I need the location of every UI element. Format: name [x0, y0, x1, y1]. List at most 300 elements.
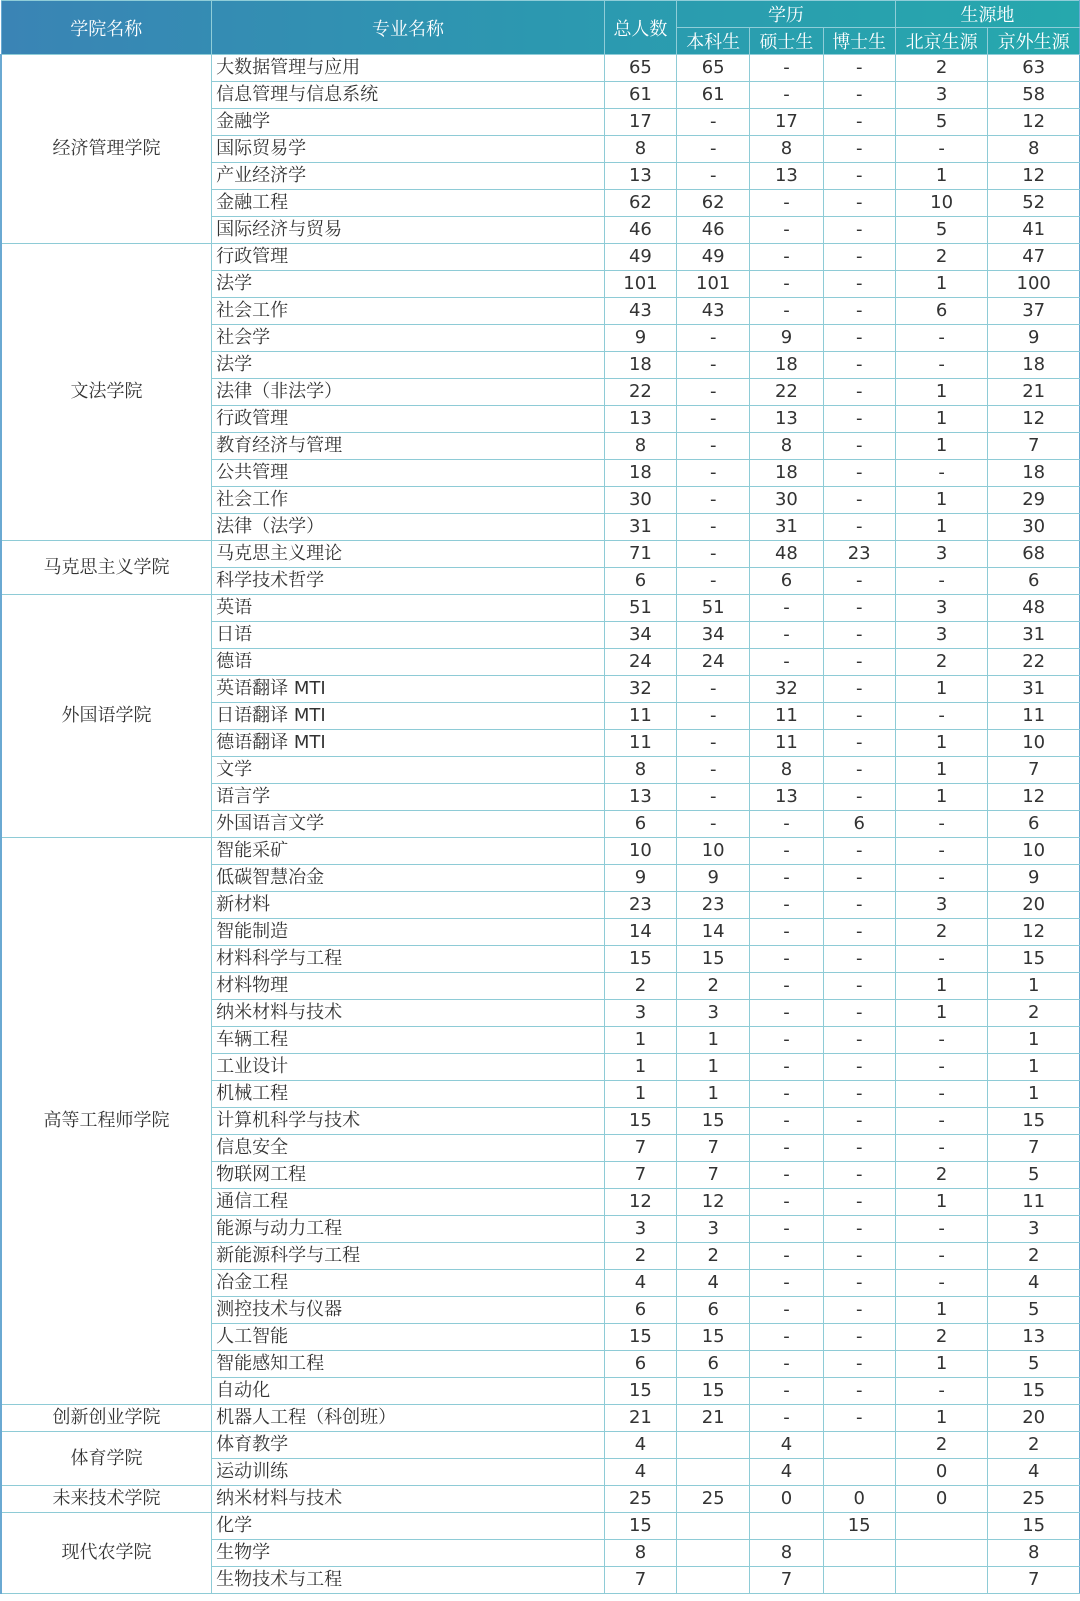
- college-name: 经济管理学院: [1, 55, 212, 244]
- cell-total: 31: [604, 514, 676, 541]
- cell-master: -: [750, 271, 823, 298]
- cell-undergrad: -: [677, 487, 750, 514]
- cell-master: 8: [750, 757, 823, 784]
- cell-non-beijing: 1: [988, 973, 1080, 1000]
- cell-non-beijing: 5: [988, 1162, 1080, 1189]
- cell-doctor: [823, 1432, 895, 1459]
- cell-non-beijing: 9: [988, 865, 1080, 892]
- cell-master: 31: [750, 514, 823, 541]
- cell-total: 1: [604, 1027, 676, 1054]
- cell-beijing: 1: [895, 1000, 988, 1027]
- cell-non-beijing: 1: [988, 1081, 1080, 1108]
- table-body: [1, 55, 1080, 1594]
- cell-doctor: -: [823, 784, 895, 811]
- cell-total: 15: [604, 1108, 676, 1135]
- cell-total: 65: [604, 55, 676, 82]
- cell-total: 11: [604, 730, 676, 757]
- cell-total: 17: [604, 109, 676, 136]
- major-name: 产业经济学: [212, 163, 605, 190]
- cell-undergrad: -: [677, 433, 750, 460]
- cell-undergrad: 3: [677, 1216, 750, 1243]
- cell-doctor: -: [823, 1324, 895, 1351]
- cell-non-beijing: 5: [988, 1297, 1080, 1324]
- cell-non-beijing: 21: [988, 379, 1080, 406]
- cell-non-beijing: 20: [988, 1405, 1080, 1432]
- cell-non-beijing: 9: [988, 325, 1080, 352]
- cell-total: 14: [604, 919, 676, 946]
- major-name: 金融工程: [212, 190, 605, 217]
- cell-non-beijing: 2: [988, 1432, 1080, 1459]
- cell-doctor: -: [823, 1297, 895, 1324]
- cell-doctor: -: [823, 352, 895, 379]
- cell-master: -: [750, 865, 823, 892]
- cell-master: -: [750, 1297, 823, 1324]
- cell-total: 8: [604, 757, 676, 784]
- major-name: 生物学: [212, 1540, 605, 1567]
- cell-doctor: -: [823, 730, 895, 757]
- cell-total: 9: [604, 325, 676, 352]
- cell-undergrad: 23: [677, 892, 750, 919]
- cell-doctor: -: [823, 163, 895, 190]
- cell-master: -: [750, 649, 823, 676]
- cell-total: 8: [604, 1540, 676, 1567]
- cell-beijing: 1: [895, 406, 988, 433]
- cell-beijing: 3: [895, 892, 988, 919]
- cell-master: [750, 1513, 823, 1540]
- cell-undergrad: -: [677, 406, 750, 433]
- cell-undergrad: -: [677, 757, 750, 784]
- table-row: [1, 55, 1080, 82]
- cell-doctor: -: [823, 190, 895, 217]
- cell-doctor: 6: [823, 811, 895, 838]
- cell-beijing: 1: [895, 784, 988, 811]
- cell-total: 3: [604, 1000, 676, 1027]
- major-name: 行政管理: [212, 406, 605, 433]
- cell-beijing: 1: [895, 1297, 988, 1324]
- cell-master: 4: [750, 1459, 823, 1486]
- cell-beijing: -: [895, 838, 988, 865]
- cell-total: 30: [604, 487, 676, 514]
- cell-non-beijing: 1: [988, 1054, 1080, 1081]
- cell-master: -: [750, 1270, 823, 1297]
- major-name: 教育经济与管理: [212, 433, 605, 460]
- cell-undergrad: 24: [677, 649, 750, 676]
- cell-undergrad: -: [677, 703, 750, 730]
- major-name: 法律（法学）: [212, 514, 605, 541]
- cell-doctor: -: [823, 649, 895, 676]
- cell-beijing: -: [895, 325, 988, 352]
- cell-doctor: -: [823, 1081, 895, 1108]
- cell-undergrad: 4: [677, 1270, 750, 1297]
- major-name: 文学: [212, 757, 605, 784]
- table-row: [1, 595, 1080, 622]
- cell-undergrad: 65: [677, 55, 750, 82]
- cell-beijing: 3: [895, 595, 988, 622]
- cell-doctor: [823, 1567, 895, 1594]
- cell-beijing: 2: [895, 1324, 988, 1351]
- cell-master: -: [750, 919, 823, 946]
- cell-non-beijing: 6: [988, 811, 1080, 838]
- cell-non-beijing: 8: [988, 136, 1080, 163]
- cell-total: 7: [604, 1162, 676, 1189]
- college-name: 未来技术学院: [1, 1486, 212, 1513]
- cell-master: -: [750, 1000, 823, 1027]
- cell-non-beijing: 12: [988, 919, 1080, 946]
- cell-master: -: [750, 1108, 823, 1135]
- major-name: 英语: [212, 595, 605, 622]
- cell-master: -: [750, 1405, 823, 1432]
- cell-total: 3: [604, 1216, 676, 1243]
- cell-doctor: 0: [823, 1486, 895, 1513]
- cell-doctor: -: [823, 1027, 895, 1054]
- header-education-group: 学历: [677, 1, 896, 28]
- cell-total: 6: [604, 1351, 676, 1378]
- cell-master: 18: [750, 352, 823, 379]
- cell-total: 71: [604, 541, 676, 568]
- cell-master: 18: [750, 460, 823, 487]
- cell-doctor: 15: [823, 1513, 895, 1540]
- cell-undergrad: -: [677, 136, 750, 163]
- cell-undergrad: [677, 1540, 750, 1567]
- table-row: [1, 1513, 1080, 1540]
- cell-beijing: -: [895, 1027, 988, 1054]
- cell-non-beijing: 25: [988, 1486, 1080, 1513]
- cell-master: -: [750, 1324, 823, 1351]
- cell-total: 32: [604, 676, 676, 703]
- cell-beijing: -: [895, 865, 988, 892]
- cell-undergrad: [677, 1432, 750, 1459]
- cell-master: -: [750, 298, 823, 325]
- major-name: 信息安全: [212, 1135, 605, 1162]
- major-name: 社会学: [212, 325, 605, 352]
- cell-undergrad: 61: [677, 82, 750, 109]
- cell-non-beijing: 68: [988, 541, 1080, 568]
- college-name: 高等工程师学院: [1, 838, 212, 1405]
- cell-master: 8: [750, 433, 823, 460]
- cell-doctor: -: [823, 298, 895, 325]
- major-name: 德语: [212, 649, 605, 676]
- cell-undergrad: 1: [677, 1027, 750, 1054]
- cell-non-beijing: 7: [988, 1567, 1080, 1594]
- cell-beijing: 1: [895, 730, 988, 757]
- cell-doctor: -: [823, 109, 895, 136]
- cell-doctor: -: [823, 865, 895, 892]
- major-name: 法学: [212, 271, 605, 298]
- cell-non-beijing: 15: [988, 1108, 1080, 1135]
- cell-non-beijing: 4: [988, 1459, 1080, 1486]
- college-name: 马克思主义学院: [1, 541, 212, 595]
- cell-beijing: 1: [895, 379, 988, 406]
- major-name: 自动化: [212, 1378, 605, 1405]
- cell-non-beijing: 2: [988, 1243, 1080, 1270]
- major-name: 日语: [212, 622, 605, 649]
- major-name: 体育教学: [212, 1432, 605, 1459]
- cell-undergrad: 7: [677, 1162, 750, 1189]
- cell-total: 22: [604, 379, 676, 406]
- cell-master: 17: [750, 109, 823, 136]
- cell-undergrad: -: [677, 163, 750, 190]
- header-total: 总人数: [604, 1, 676, 55]
- cell-total: 8: [604, 433, 676, 460]
- cell-beijing: 1: [895, 676, 988, 703]
- cell-non-beijing: 30: [988, 514, 1080, 541]
- cell-beijing: 10: [895, 190, 988, 217]
- cell-beijing: 2: [895, 649, 988, 676]
- cell-beijing: 1: [895, 487, 988, 514]
- cell-beijing: 3: [895, 82, 988, 109]
- cell-non-beijing: 8: [988, 1540, 1080, 1567]
- cell-total: 7: [604, 1567, 676, 1594]
- major-name: 智能感知工程: [212, 1351, 605, 1378]
- cell-doctor: -: [823, 460, 895, 487]
- cell-undergrad: -: [677, 676, 750, 703]
- cell-master: 32: [750, 676, 823, 703]
- major-name: 国际贸易学: [212, 136, 605, 163]
- cell-doctor: -: [823, 919, 895, 946]
- cell-non-beijing: 2: [988, 1000, 1080, 1027]
- cell-master: -: [750, 595, 823, 622]
- cell-undergrad: 2: [677, 973, 750, 1000]
- cell-non-beijing: 12: [988, 406, 1080, 433]
- cell-non-beijing: 5: [988, 1351, 1080, 1378]
- college-name: 文法学院: [1, 244, 212, 541]
- cell-beijing: -: [895, 703, 988, 730]
- cell-total: 13: [604, 406, 676, 433]
- cell-undergrad: -: [677, 460, 750, 487]
- cell-undergrad: 7: [677, 1135, 750, 1162]
- header-origin-group: 生源地: [895, 1, 1079, 28]
- major-name: 法律（非法学）: [212, 379, 605, 406]
- cell-doctor: -: [823, 1405, 895, 1432]
- cell-beijing: -: [895, 946, 988, 973]
- cell-doctor: -: [823, 757, 895, 784]
- cell-undergrad: 15: [677, 1108, 750, 1135]
- major-name: 测控技术与仪器: [212, 1297, 605, 1324]
- cell-undergrad: -: [677, 379, 750, 406]
- cell-total: 21: [604, 1405, 676, 1432]
- cell-beijing: -: [895, 811, 988, 838]
- table-row: [1, 1405, 1080, 1432]
- major-name: 计算机科学与技术: [212, 1108, 605, 1135]
- cell-master: -: [750, 622, 823, 649]
- cell-non-beijing: 12: [988, 109, 1080, 136]
- cell-master: -: [750, 1189, 823, 1216]
- major-name: 社会工作: [212, 487, 605, 514]
- cell-doctor: -: [823, 1162, 895, 1189]
- cell-doctor: -: [823, 946, 895, 973]
- cell-non-beijing: 4: [988, 1270, 1080, 1297]
- cell-total: 1: [604, 1054, 676, 1081]
- cell-undergrad: 3: [677, 1000, 750, 1027]
- cell-non-beijing: 31: [988, 676, 1080, 703]
- cell-total: 49: [604, 244, 676, 271]
- cell-master: -: [750, 811, 823, 838]
- cell-master: 13: [750, 406, 823, 433]
- cell-master: 11: [750, 703, 823, 730]
- cell-doctor: -: [823, 973, 895, 1000]
- cell-undergrad: -: [677, 730, 750, 757]
- cell-beijing: [895, 1567, 988, 1594]
- cell-beijing: 1: [895, 1189, 988, 1216]
- cell-beijing: -: [895, 1135, 988, 1162]
- cell-non-beijing: 13: [988, 1324, 1080, 1351]
- cell-undergrad: 10: [677, 838, 750, 865]
- major-name: 人工智能: [212, 1324, 605, 1351]
- cell-beijing: 1: [895, 163, 988, 190]
- cell-doctor: -: [823, 217, 895, 244]
- cell-non-beijing: 6: [988, 568, 1080, 595]
- cell-doctor: -: [823, 1135, 895, 1162]
- major-name: 语言学: [212, 784, 605, 811]
- cell-beijing: 2: [895, 919, 988, 946]
- cell-beijing: 1: [895, 1351, 988, 1378]
- cell-master: -: [750, 1081, 823, 1108]
- cell-undergrad: -: [677, 568, 750, 595]
- cell-total: 4: [604, 1459, 676, 1486]
- cell-non-beijing: 100: [988, 271, 1080, 298]
- cell-total: 15: [604, 1324, 676, 1351]
- cell-undergrad: 51: [677, 595, 750, 622]
- cell-total: 4: [604, 1432, 676, 1459]
- cell-beijing: 0: [895, 1486, 988, 1513]
- major-name: 通信工程: [212, 1189, 605, 1216]
- cell-undergrad: 15: [677, 1378, 750, 1405]
- major-name: 工业设计: [212, 1054, 605, 1081]
- cell-master: -: [750, 244, 823, 271]
- cell-doctor: -: [823, 1000, 895, 1027]
- cell-total: 2: [604, 973, 676, 1000]
- cell-beijing: 5: [895, 109, 988, 136]
- cell-master: 8: [750, 1540, 823, 1567]
- cell-beijing: 1: [895, 271, 988, 298]
- header-doctor: 博士生: [823, 28, 895, 55]
- cell-non-beijing: 10: [988, 838, 1080, 865]
- header-undergrad: 本科生: [677, 28, 750, 55]
- cell-doctor: -: [823, 1054, 895, 1081]
- cell-doctor: -: [823, 55, 895, 82]
- cell-beijing: [895, 1513, 988, 1540]
- major-name: 车辆工程: [212, 1027, 605, 1054]
- cell-master: -: [750, 892, 823, 919]
- cell-beijing: [895, 1540, 988, 1567]
- cell-beijing: 3: [895, 622, 988, 649]
- cell-doctor: -: [823, 244, 895, 271]
- cell-beijing: 6: [895, 298, 988, 325]
- cell-non-beijing: 7: [988, 433, 1080, 460]
- cell-doctor: -: [823, 82, 895, 109]
- cell-undergrad: 1: [677, 1054, 750, 1081]
- cell-beijing: 1: [895, 514, 988, 541]
- cell-doctor: -: [823, 1270, 895, 1297]
- cell-master: -: [750, 946, 823, 973]
- cell-non-beijing: 63: [988, 55, 1080, 82]
- header-master: 硕士生: [750, 28, 823, 55]
- cell-total: 11: [604, 703, 676, 730]
- cell-doctor: -: [823, 1189, 895, 1216]
- cell-undergrad: -: [677, 514, 750, 541]
- cell-doctor: -: [823, 703, 895, 730]
- major-name: 低碳智慧冶金: [212, 865, 605, 892]
- cell-undergrad: 34: [677, 622, 750, 649]
- header-beijing: 北京生源: [895, 28, 988, 55]
- cell-doctor: -: [823, 622, 895, 649]
- cell-non-beijing: 11: [988, 703, 1080, 730]
- cell-master: 48: [750, 541, 823, 568]
- cell-total: 15: [604, 1513, 676, 1540]
- cell-non-beijing: 1: [988, 1027, 1080, 1054]
- cell-total: 1: [604, 1081, 676, 1108]
- cell-total: 34: [604, 622, 676, 649]
- cell-undergrad: [677, 1567, 750, 1594]
- cell-undergrad: 1: [677, 1081, 750, 1108]
- cell-beijing: -: [895, 352, 988, 379]
- cell-beijing: 2: [895, 244, 988, 271]
- cell-doctor: -: [823, 892, 895, 919]
- major-name: 行政管理: [212, 244, 605, 271]
- cell-undergrad: 46: [677, 217, 750, 244]
- cell-total: 2: [604, 1243, 676, 1270]
- cell-undergrad: 49: [677, 244, 750, 271]
- cell-beijing: 3: [895, 541, 988, 568]
- major-name: 新材料: [212, 892, 605, 919]
- cell-doctor: -: [823, 514, 895, 541]
- cell-non-beijing: 18: [988, 460, 1080, 487]
- cell-beijing: 2: [895, 55, 988, 82]
- cell-doctor: -: [823, 406, 895, 433]
- cell-beijing: -: [895, 460, 988, 487]
- cell-total: 61: [604, 82, 676, 109]
- cell-doctor: -: [823, 1216, 895, 1243]
- cell-total: 62: [604, 190, 676, 217]
- cell-doctor: -: [823, 325, 895, 352]
- cell-undergrad: -: [677, 811, 750, 838]
- cell-beijing: -: [895, 1270, 988, 1297]
- cell-total: 13: [604, 163, 676, 190]
- cell-non-beijing: 15: [988, 946, 1080, 973]
- cell-master: -: [750, 1054, 823, 1081]
- cell-doctor: -: [823, 1351, 895, 1378]
- major-name: 国际经济与贸易: [212, 217, 605, 244]
- cell-total: 51: [604, 595, 676, 622]
- major-name: 马克思主义理论: [212, 541, 605, 568]
- cell-undergrad: 2: [677, 1243, 750, 1270]
- major-name: 法学: [212, 352, 605, 379]
- college-name: 外国语学院: [1, 595, 212, 838]
- cell-non-beijing: 52: [988, 190, 1080, 217]
- cell-master: 13: [750, 163, 823, 190]
- cell-doctor: -: [823, 1378, 895, 1405]
- cell-total: 13: [604, 784, 676, 811]
- major-name: 德语翻译 MTI: [212, 730, 605, 757]
- cell-master: -: [750, 82, 823, 109]
- major-name: 机器人工程（科创班）: [212, 1405, 605, 1432]
- cell-non-beijing: 11: [988, 1189, 1080, 1216]
- major-name: 化学: [212, 1513, 605, 1540]
- major-name: 信息管理与信息系统: [212, 82, 605, 109]
- cell-master: 22: [750, 379, 823, 406]
- major-name: 社会工作: [212, 298, 605, 325]
- cell-doctor: [823, 1540, 895, 1567]
- table-row: [1, 541, 1080, 568]
- cell-total: 18: [604, 460, 676, 487]
- cell-master: 6: [750, 568, 823, 595]
- cell-non-beijing: 18: [988, 352, 1080, 379]
- major-name: 公共管理: [212, 460, 605, 487]
- cell-beijing: 0: [895, 1459, 988, 1486]
- cell-non-beijing: 7: [988, 1135, 1080, 1162]
- cell-beijing: 1: [895, 433, 988, 460]
- major-name: 冶金工程: [212, 1270, 605, 1297]
